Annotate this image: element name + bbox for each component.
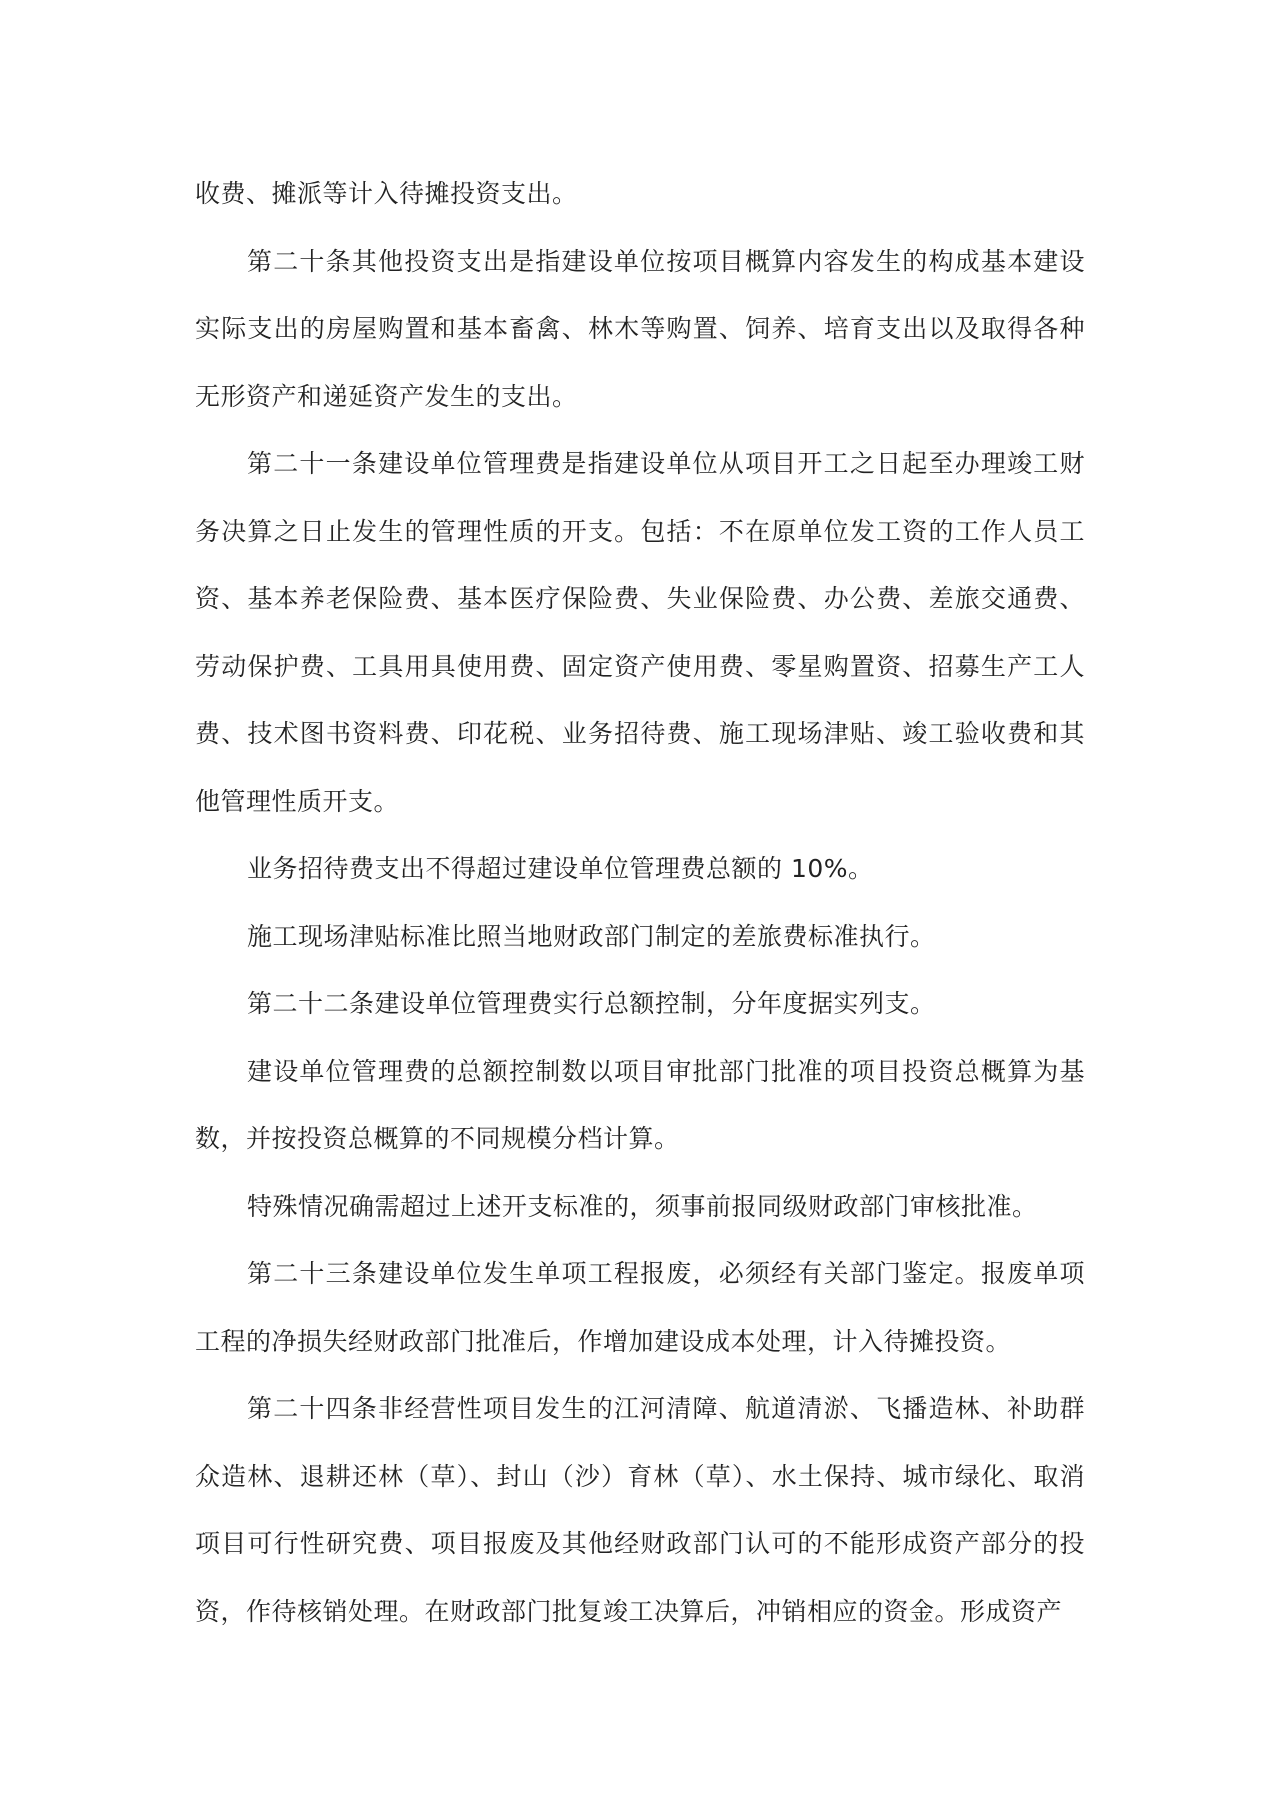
paragraph-total-control: 建设单位管理费的总额控制数以项目审批部门批准的项目投资总概算为基数，并按投资总概算的不同规模分档计算。 [195, 1056, 1085, 1153]
paragraph-continuation: 收费、摊派等计入待摊投资支出。 [195, 179, 578, 208]
paragraph-article-22: 第二十二条建设单位管理费实行总额控制，分年度据实列支。 [247, 989, 936, 1018]
paragraph-article-24: 第二十四条非经营性项目发生的江河清障、航道清淤、飞播造林、补助群众造林、退耕还林（草）、封山（沙）育林（草）、水土保持、城市绿化、取消项目可行性研究费、项目报废及其他经财政部门认可的不能形成资产部分的投资，作待核销处理。在财政部门批复竣工决算后，冲销相应的资金。形成资产 [195, 1394, 1085, 1626]
paragraph-article-20: 第二十条其他投资支出是指建设单位按项目概算内容发生的构成基本建设实际支出的房屋购置和基本畜禽、林木等购置、饲养、培育支出以及取得各种无形资产和递延资产发生的支出。 [195, 246, 1085, 411]
paragraph-article-23: 第二十三条建设单位发生单项工程报废，必须经有关部门鉴定。报废单项工程的净损失经财政部门批准后，作增加建设成本处理，计入待摊投资。 [195, 1259, 1085, 1356]
paragraph-special-cases: 特殊情况确需超过上述开支标准的，须事前报同级财政部门审核批准。 [247, 1191, 1038, 1221]
paragraph-site-allowance: 施工现场津贴标准比照当地财政部门制定的差旅费标准执行。 [247, 921, 936, 951]
paragraph-article-21: 第二十一条建设单位管理费是指建设单位从项目开工之日起至办理竣工财务决算之日止发生的管理性质的开支。包括：不在原单位发工资的工作人员工资、基本养老保险费、基本医疗保险费、失业保险费、办公费、差旅交通费、劳动保护费、工具用具使用费、固定资产使用费、零星购置资、招募生产工人费、技术图书资料费、印花税、业务招待费、施工现场津贴、竣工验收费和其他管理性质开支。 [195, 449, 1085, 816]
document-body [195, 160, 1085, 1645]
paragraph-entertainment-limit: 业务招待费支出不得超过建设单位管理费总额的 10%。 [247, 854, 874, 883]
